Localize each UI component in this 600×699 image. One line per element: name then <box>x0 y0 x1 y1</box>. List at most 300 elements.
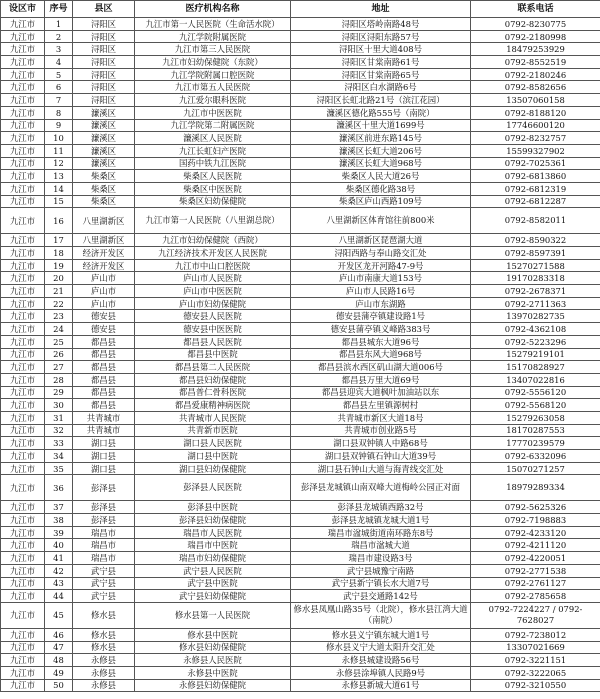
cell-city: 九江市 <box>1 641 45 654</box>
cell-city: 九江市 <box>1 234 45 247</box>
cell-institution: 湖口县中医院 <box>135 450 291 463</box>
cell-no: 26 <box>45 348 73 361</box>
cell-phone: 0792-8188120 <box>471 106 600 119</box>
cell-county: 德安县 <box>73 310 135 323</box>
cell-phone: 15279219101 <box>471 348 600 361</box>
cell-no: 42 <box>45 564 73 577</box>
cell-county: 彭泽县 <box>73 475 135 501</box>
cell-no: 45 <box>45 602 73 628</box>
table-row <box>1 475 600 501</box>
table-row <box>1 552 600 565</box>
cell-institution: 九江市第一人民医院（生命活水院） <box>135 18 291 31</box>
cell-phone: 0792-6813860 <box>471 170 600 183</box>
cell-no: 30 <box>45 399 73 412</box>
table-row <box>1 272 600 285</box>
header-phone: 联系电话 <box>471 1 600 18</box>
cell-no: 3 <box>45 43 73 56</box>
cell-no: 29 <box>45 386 73 399</box>
cell-no: 20 <box>45 272 73 285</box>
cell-phone: 0792-2771538 <box>471 564 600 577</box>
cell-address: 都昌县万里大道69号 <box>291 373 471 386</box>
cell-institution: 永修县人民医院 <box>135 654 291 667</box>
cell-phone: 13407022816 <box>471 373 600 386</box>
cell-address: 湖口县双钟镇人中路68号 <box>291 437 471 450</box>
cell-no: 7 <box>45 94 73 107</box>
cell-city: 九江市 <box>1 119 45 132</box>
cell-county: 都昌县 <box>73 335 135 348</box>
cell-city: 九江市 <box>1 501 45 514</box>
cell-county: 武宁县 <box>73 564 135 577</box>
cell-institution: 九江市妇幼保健院（东院） <box>135 56 291 69</box>
cell-no: 14 <box>45 182 73 195</box>
cell-county: 经济开发区 <box>73 259 135 272</box>
cell-institution: 九江市中山口腔医院 <box>135 259 291 272</box>
cell-institution: 德安县人民医院 <box>135 310 291 323</box>
cell-phone: 0792-7224227 / 0792-7628027 <box>471 602 600 628</box>
cell-phone: 0792-6812319 <box>471 182 600 195</box>
cell-county: 柴桑区 <box>73 182 135 195</box>
table-row <box>1 68 600 81</box>
cell-institution: 瑞昌市人民医院 <box>135 526 291 539</box>
cell-county: 永修县 <box>73 654 135 667</box>
table-row <box>1 208 600 234</box>
cell-address: 修水县义宁大道太阳升交汇处 <box>291 641 471 654</box>
cell-no: 28 <box>45 373 73 386</box>
cell-institution: 柴桑区妇幼保健院 <box>135 195 291 208</box>
cell-address: 彭泽县龙城镇龙城大道1号 <box>291 514 471 527</box>
cell-institution: 湖口县人民医院 <box>135 437 291 450</box>
cell-no: 8 <box>45 106 73 119</box>
cell-address: 武宁县城豫宁南路 <box>291 564 471 577</box>
cell-phone: 0792-7238012 <box>471 628 600 641</box>
cell-city: 九江市 <box>1 170 45 183</box>
cell-city: 九江市 <box>1 56 45 69</box>
cell-institution: 都昌县妇幼保健院 <box>135 373 291 386</box>
cell-county: 都昌县 <box>73 361 135 374</box>
cell-address: 浔阳区长虹北路21号（滨江花园） <box>291 94 471 107</box>
cell-county: 庐山市 <box>73 272 135 285</box>
cell-no: 19 <box>45 259 73 272</box>
cell-phone: 0792-8582011 <box>471 208 600 234</box>
cell-no: 25 <box>45 335 73 348</box>
cell-phone: 0792-2711363 <box>471 297 600 310</box>
cell-institution: 九江市第三人民医院 <box>135 43 291 56</box>
cell-county: 八里湖新区 <box>73 208 135 234</box>
cell-city: 九江市 <box>1 411 45 424</box>
cell-phone: 0792-4233120 <box>471 526 600 539</box>
cell-no: 16 <box>45 208 73 234</box>
cell-phone: 0792-8597391 <box>471 247 600 260</box>
cell-no: 35 <box>45 462 73 475</box>
cell-no: 9 <box>45 119 73 132</box>
cell-address: 柴桑区德化路38号 <box>291 182 471 195</box>
cell-phone: 0792-7025361 <box>471 157 600 170</box>
table-row <box>1 526 600 539</box>
cell-phone: 13507060158 <box>471 94 600 107</box>
cell-city: 九江市 <box>1 94 45 107</box>
cell-city: 九江市 <box>1 81 45 94</box>
cell-address: 都昌县东风大道968号 <box>291 348 471 361</box>
cell-phone: 0792-2678371 <box>471 285 600 298</box>
table-row <box>1 247 600 260</box>
cell-phone: 13970282735 <box>471 310 600 323</box>
cell-city: 九江市 <box>1 208 45 234</box>
cell-institution: 德安县中医医院 <box>135 323 291 336</box>
table-row <box>1 666 600 679</box>
table-row <box>1 641 600 654</box>
cell-phone: 19170283318 <box>471 272 600 285</box>
cell-phone: 0792-4220051 <box>471 552 600 565</box>
cell-institution: 修水县中医院 <box>135 628 291 641</box>
cell-county: 都昌县 <box>73 386 135 399</box>
cell-address: 德安县蒲亭镇建设路1号 <box>291 310 471 323</box>
cell-no: 37 <box>45 501 73 514</box>
table-row <box>1 577 600 590</box>
cell-address: 都昌县迎宾大道枫叶加油站以东 <box>291 386 471 399</box>
cell-phone: 0792-2180246 <box>471 68 600 81</box>
cell-address: 庐山市东湖路 <box>291 297 471 310</box>
cell-city: 九江市 <box>1 424 45 437</box>
table-row <box>1 81 600 94</box>
table-row <box>1 348 600 361</box>
header-county: 县区 <box>73 1 135 18</box>
cell-county: 濂溪区 <box>73 157 135 170</box>
cell-no: 24 <box>45 323 73 336</box>
cell-phone: 18979289334 <box>471 475 600 501</box>
cell-city: 九江市 <box>1 679 45 692</box>
cell-address: 都昌县滨水西区矶山湖大道006号 <box>291 361 471 374</box>
cell-city: 九江市 <box>1 43 45 56</box>
cell-address: 八里湖新区琵琶湖大道 <box>291 234 471 247</box>
cell-city: 九江市 <box>1 335 45 348</box>
cell-city: 九江市 <box>1 157 45 170</box>
table-row <box>1 564 600 577</box>
cell-phone: 0792-8582656 <box>471 81 600 94</box>
cell-county: 共青城市 <box>73 424 135 437</box>
table-row <box>1 144 600 157</box>
cell-phone: 0792-2761127 <box>471 577 600 590</box>
cell-address: 瑞昌市建设路3号 <box>291 552 471 565</box>
cell-no: 48 <box>45 654 73 667</box>
cell-address: 都昌县左里镇源树村 <box>291 399 471 412</box>
cell-no: 10 <box>45 132 73 145</box>
cell-address: 瑞昌市湓城街道南环路东8号 <box>291 526 471 539</box>
cell-phone: 15599327902 <box>471 144 600 157</box>
cell-address: 共青城市新区大道18号 <box>291 411 471 424</box>
cell-county: 修水县 <box>73 641 135 654</box>
cell-phone: 17770239579 <box>471 437 600 450</box>
cell-city: 九江市 <box>1 628 45 641</box>
cell-city: 九江市 <box>1 310 45 323</box>
cell-institution: 九江市中医医院 <box>135 106 291 119</box>
cell-city: 九江市 <box>1 590 45 603</box>
table-row <box>1 285 600 298</box>
cell-phone: 13307021669 <box>471 641 600 654</box>
cell-phone: 0792-5223296 <box>471 335 600 348</box>
cell-phone: 0792-8232757 <box>471 132 600 145</box>
cell-county: 庐山市 <box>73 285 135 298</box>
table-row <box>1 18 600 31</box>
cell-no: 12 <box>45 157 73 170</box>
cell-city: 九江市 <box>1 462 45 475</box>
cell-no: 1 <box>45 18 73 31</box>
cell-address: 浔阳区塔岭南路48号 <box>291 18 471 31</box>
table-row <box>1 361 600 374</box>
cell-county: 修水县 <box>73 602 135 628</box>
cell-address: 德安县蒲亭镇义峰路383号 <box>291 323 471 336</box>
cell-institution: 九江市妇幼保健院（西院） <box>135 234 291 247</box>
cell-city: 九江市 <box>1 259 45 272</box>
cell-institution: 修水县第一人民医院 <box>135 602 291 628</box>
cell-institution: 武宁县妇幼保健院 <box>135 590 291 603</box>
cell-institution: 都昌普仁骨科医院 <box>135 386 291 399</box>
cell-county: 都昌县 <box>73 348 135 361</box>
table-row <box>1 323 600 336</box>
cell-phone: 15070271257 <box>471 462 600 475</box>
cell-institution: 九江学院附属口腔医院 <box>135 68 291 81</box>
cell-city: 九江市 <box>1 272 45 285</box>
cell-county: 瑞昌市 <box>73 539 135 552</box>
table-row <box>1 437 600 450</box>
cell-no: 18 <box>45 247 73 260</box>
table-row <box>1 602 600 628</box>
cell-county: 瑞昌市 <box>73 526 135 539</box>
cell-institution: 共青城市人民医院 <box>135 411 291 424</box>
cell-address: 浔阳区甘棠南路65号 <box>291 68 471 81</box>
cell-institution: 瑞昌市妇幼保健院 <box>135 552 291 565</box>
cell-institution: 都昌爱康精神病医院 <box>135 399 291 412</box>
cell-no: 5 <box>45 68 73 81</box>
cell-institution: 九江学院第二附属医院 <box>135 119 291 132</box>
cell-address: 浔阳西路与奉山路交汇处 <box>291 247 471 260</box>
cell-city: 九江市 <box>1 654 45 667</box>
cell-no: 11 <box>45 144 73 157</box>
cell-no: 6 <box>45 81 73 94</box>
cell-city: 九江市 <box>1 68 45 81</box>
cell-city: 九江市 <box>1 539 45 552</box>
cell-phone: 0792-2180998 <box>471 30 600 43</box>
cell-phone: 0792-5556120 <box>471 386 600 399</box>
header-institution: 医疗机构名称 <box>135 1 291 18</box>
cell-address: 湖口县石钟山大道与海青线交汇处 <box>291 462 471 475</box>
table-row <box>1 373 600 386</box>
cell-address: 濂溪区前进东路145号 <box>291 132 471 145</box>
cell-no: 23 <box>45 310 73 323</box>
cell-city: 九江市 <box>1 552 45 565</box>
cell-phone: 15279263058 <box>471 411 600 424</box>
cell-address: 柴桑区人民大道26号 <box>291 170 471 183</box>
cell-county: 濂溪区 <box>73 132 135 145</box>
cell-county: 浔阳区 <box>73 18 135 31</box>
cell-no: 50 <box>45 679 73 692</box>
cell-phone: 17746600120 <box>471 119 600 132</box>
cell-phone: 18479253929 <box>471 43 600 56</box>
cell-address: 八里湖新区体育馆往前800米 <box>291 208 471 234</box>
cell-county: 浔阳区 <box>73 56 135 69</box>
cell-institution: 彭泽县妇幼保健院 <box>135 514 291 527</box>
cell-institution: 柴桑区人民医院 <box>135 170 291 183</box>
table-row <box>1 679 600 692</box>
cell-address: 武宁县交通路142号 <box>291 590 471 603</box>
cell-phone: 0792-7198883 <box>471 514 600 527</box>
cell-city: 九江市 <box>1 437 45 450</box>
cell-phone: 0792-8590322 <box>471 234 600 247</box>
cell-no: 36 <box>45 475 73 501</box>
cell-address: 修水县凤凰山路35号（北院），修水县江湾大道（南院） <box>291 602 471 628</box>
cell-institution: 九江市第一人民医院（八里湖总院） <box>135 208 291 234</box>
cell-no: 40 <box>45 539 73 552</box>
cell-institution: 彭泽县中医院 <box>135 501 291 514</box>
cell-county: 永修县 <box>73 679 135 692</box>
cell-city: 九江市 <box>1 526 45 539</box>
cell-county: 浔阳区 <box>73 68 135 81</box>
cell-city: 九江市 <box>1 399 45 412</box>
table-row <box>1 411 600 424</box>
cell-county: 经济开发区 <box>73 247 135 260</box>
cell-address: 浔阳区浔阳东路57号 <box>291 30 471 43</box>
cell-no: 43 <box>45 577 73 590</box>
cell-city: 九江市 <box>1 144 45 157</box>
cell-county: 濂溪区 <box>73 106 135 119</box>
cell-address: 柴桑区庐山西路109号 <box>291 195 471 208</box>
table-row <box>1 43 600 56</box>
cell-no: 44 <box>45 590 73 603</box>
cell-city: 九江市 <box>1 577 45 590</box>
cell-phone: 0792-5568120 <box>471 399 600 412</box>
cell-city: 九江市 <box>1 348 45 361</box>
cell-institution: 湖口县妇幼保健院 <box>135 462 291 475</box>
cell-city: 九江市 <box>1 132 45 145</box>
table-row <box>1 462 600 475</box>
cell-no: 27 <box>45 361 73 374</box>
cell-county: 修水县 <box>73 628 135 641</box>
table-row <box>1 386 600 399</box>
cell-city: 九江市 <box>1 182 45 195</box>
cell-address: 濂溪区德化路555号（南院） <box>291 106 471 119</box>
table-row <box>1 539 600 552</box>
cell-no: 47 <box>45 641 73 654</box>
table-row <box>1 259 600 272</box>
cell-city: 九江市 <box>1 361 45 374</box>
cell-no: 46 <box>45 628 73 641</box>
cell-county: 湖口县 <box>73 450 135 463</box>
cell-no: 2 <box>45 30 73 43</box>
cell-county: 彭泽县 <box>73 514 135 527</box>
table-header <box>1 1 600 18</box>
cell-address: 彭泽县龙城镇西路32号 <box>291 501 471 514</box>
cell-address: 浔阳区白水湖路6号 <box>291 81 471 94</box>
cell-county: 柴桑区 <box>73 195 135 208</box>
cell-no: 31 <box>45 411 73 424</box>
cell-phone: 0792-8230775 <box>471 18 600 31</box>
cell-phone: 0792-3222065 <box>471 666 600 679</box>
cell-institution: 武宁县人民医院 <box>135 564 291 577</box>
cell-address: 修水县义宁镇东城大道1号 <box>291 628 471 641</box>
cell-county: 瑞昌市 <box>73 552 135 565</box>
table-row <box>1 94 600 107</box>
cell-city: 九江市 <box>1 247 45 260</box>
table-row <box>1 234 600 247</box>
cell-institution: 武宁县中医院 <box>135 577 291 590</box>
cell-address: 共青城市创业路5号 <box>291 424 471 437</box>
cell-address: 永修县城建设路56号 <box>291 654 471 667</box>
table-row <box>1 335 600 348</box>
cell-city: 九江市 <box>1 386 45 399</box>
cell-phone: 0792-3210550 <box>471 679 600 692</box>
cell-institution: 都昌县第二人民医院 <box>135 361 291 374</box>
cell-phone: 0792-5625326 <box>471 501 600 514</box>
table-row <box>1 399 600 412</box>
table-row <box>1 56 600 69</box>
cell-county: 都昌县 <box>73 399 135 412</box>
cell-county: 都昌县 <box>73 373 135 386</box>
table-row <box>1 310 600 323</box>
table-row <box>1 424 600 437</box>
cell-institution: 都昌县人民医院 <box>135 335 291 348</box>
table-row <box>1 132 600 145</box>
cell-city: 九江市 <box>1 106 45 119</box>
table-row <box>1 195 600 208</box>
header-city: 设区市 <box>1 1 45 18</box>
cell-county: 濂溪区 <box>73 119 135 132</box>
cell-institution: 瑞昌市中医院 <box>135 539 291 552</box>
cell-institution: 庐山市人民医院 <box>135 272 291 285</box>
table-row <box>1 654 600 667</box>
cell-phone: 0792-6812287 <box>471 195 600 208</box>
cell-institution: 柴桑区中医医院 <box>135 182 291 195</box>
cell-address: 永修县新城大道61号 <box>291 679 471 692</box>
cell-no: 49 <box>45 666 73 679</box>
cell-city: 九江市 <box>1 666 45 679</box>
cell-no: 22 <box>45 297 73 310</box>
cell-city: 九江市 <box>1 297 45 310</box>
cell-city: 九江市 <box>1 195 45 208</box>
cell-no: 32 <box>45 424 73 437</box>
cell-phone: 15270271588 <box>471 259 600 272</box>
table-row <box>1 628 600 641</box>
cell-institution: 庐山市妇幼保健院 <box>135 297 291 310</box>
cell-institution: 都昌县中医院 <box>135 348 291 361</box>
cell-institution: 九江学院附属医院 <box>135 30 291 43</box>
cell-institution: 九江市第五人民医院 <box>135 81 291 94</box>
cell-phone: 0792-8552519 <box>471 56 600 69</box>
cell-county: 德安县 <box>73 323 135 336</box>
cell-institution: 国药中铁九江医院 <box>135 157 291 170</box>
cell-no: 15 <box>45 195 73 208</box>
cell-county: 彭泽县 <box>73 501 135 514</box>
cell-city: 九江市 <box>1 602 45 628</box>
cell-no: 4 <box>45 56 73 69</box>
cell-no: 21 <box>45 285 73 298</box>
header-address: 地址 <box>291 1 471 18</box>
cell-city: 九江市 <box>1 514 45 527</box>
cell-no: 17 <box>45 234 73 247</box>
cell-county: 湖口县 <box>73 462 135 475</box>
cell-city: 九江市 <box>1 18 45 31</box>
cell-city: 九江市 <box>1 30 45 43</box>
cell-county: 湖口县 <box>73 437 135 450</box>
cell-institution: 共青新市医院 <box>135 424 291 437</box>
cell-phone: 0792-4362108 <box>471 323 600 336</box>
cell-institution: 庐山市中医医院 <box>135 285 291 298</box>
cell-address: 濂溪区十里大道1699号 <box>291 119 471 132</box>
cell-county: 永修县 <box>73 666 135 679</box>
cell-no: 38 <box>45 514 73 527</box>
cell-address: 浔阳区甘棠南路61号 <box>291 56 471 69</box>
cell-institution: 九江经济技术开发区人民医院 <box>135 247 291 260</box>
cell-county: 柴桑区 <box>73 170 135 183</box>
cell-no: 34 <box>45 450 73 463</box>
